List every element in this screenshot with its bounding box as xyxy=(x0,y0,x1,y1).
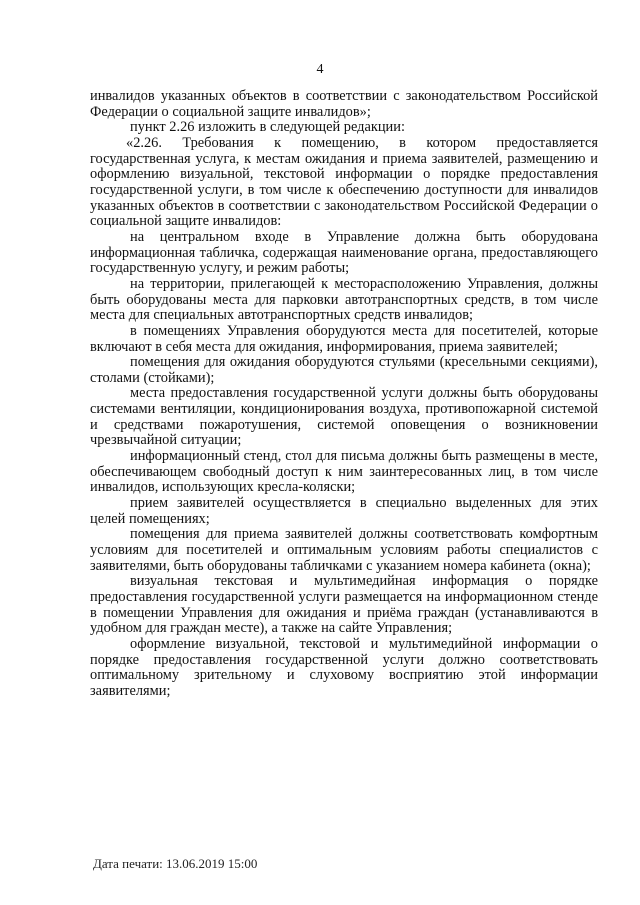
paragraph-parking: на территории, прилегающей к месторасположению Управления, должны быть оборудованы места для парковки автотранспортных средств, в том числе места для специальных автотранспортных средств инвалидов; xyxy=(90,275,598,324)
print-date-footer: Дата печати: 13.06.2019 15:00 xyxy=(93,856,258,871)
paragraph-entrance-sign: на центральном входе в Управление должна быть оборудована информационная табличка, содержащая наименование органа, предоставляющего государственную услугу, и режим работы; xyxy=(90,228,598,277)
paragraph-multimedia-info: визуальная текстовая и мультимедийная информация о порядке предоставления государственной услуги размещается на информационном стенде в помещении Управления для ожидания и приёма граждан (устанавливаются в удобном для граждан месте), а также на сайте Управления; xyxy=(90,573,598,637)
document-body xyxy=(90,89,598,700)
paragraph-info-stand: информационный стенд, стол для письма должны быть размещены в месте, обеспечивающем свободный доступ к ним заинтересованных лиц, в том числе инвалидов, использующих кресла-коляски; xyxy=(90,448,598,496)
paragraph-continuation: инвалидов указанных объектов в соответствии с законодательством Российской Федерации о социальной защите инвалидов»; xyxy=(90,88,598,120)
paragraph-visitor-places: в помещениях Управления оборудуются места для посетителей, которые включают в себя места для ожидания, информирования, приема заявителей; xyxy=(90,322,598,355)
paragraph-ventilation-safety: места предоставления государственной услуги должны быть оборудованы системами вентиляции, кондиционирования воздуха, противопожарной системой и средствами пожаротушения, системой оповещения о возникновении чрезвычайной ситуации; xyxy=(90,385,598,449)
paragraph-requirements-2-26: «2.26. Требования к помещению, в котором предоставляется государственная услуга, к местам ожидания и приема заявителей, размещению и оформлению визуальной, текстовой информации о порядке предоставления государственной услуги, в том числе к обеспечению доступности для инвалидов указанных объектов в соответствии с законодательством Российской Федерации о социальной защите инвалидов: xyxy=(90,134,598,230)
paragraph-reception: прием заявителей осуществляется в специально выделенных для этих целей помещениях; xyxy=(90,495,598,527)
paragraph-waiting-furniture: помещения для ожидания оборудуются стульями (кресельными секциями), столами (стойками); xyxy=(90,354,598,386)
paragraph-amendment-intro: пункт 2.26 изложить в следующей редакции: xyxy=(130,119,405,136)
paragraph-reception-rooms: помещения для приема заявителей должны соответствовать комфортным условиям для посетителей и оптимальным условиям работы специалистов с заявителями, быть оборудованы табличками с указанием номера кабинета (окна); xyxy=(90,526,598,574)
page-number: 4 xyxy=(316,62,324,77)
paragraph-info-design: оформление визуальной, текстовой и мультимедийной информации о порядке предоставления государственной услуги должно соответствовать оптимальному зрительному и слуховому восприятию этой информации заявителями; xyxy=(90,635,598,699)
